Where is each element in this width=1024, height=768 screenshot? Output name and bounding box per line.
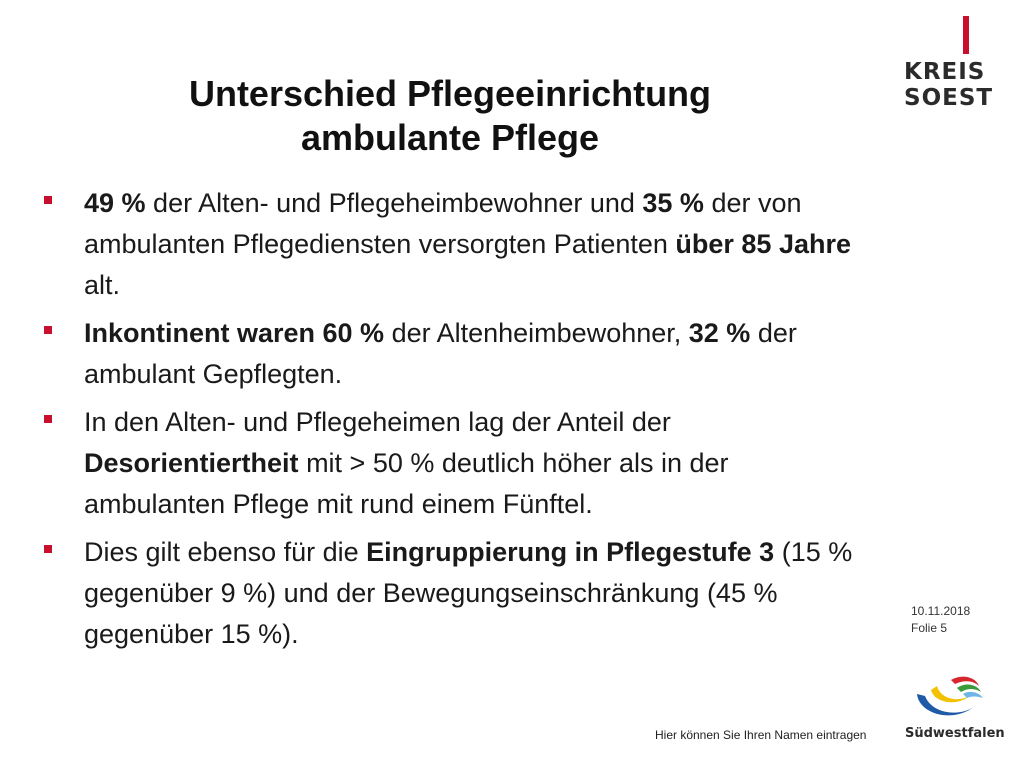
swoosh-green xyxy=(957,685,981,692)
bullet-square-icon xyxy=(44,326,52,334)
slide-number: Folie 5 xyxy=(911,621,948,635)
bullet-text: (15 % gegenüber 9 %) und der Bewegungseinschränkung (45 % gegenüber 15 %). xyxy=(84,537,853,649)
bullet-text: In den Alten- und Pflegeheimen lag der Anteil der xyxy=(84,407,671,437)
bullet-text-bold: Desorientiertheit xyxy=(84,448,299,478)
bullet-text-bold: Eingruppierung in Pflegestufe 3 xyxy=(366,537,775,567)
bullet-text: mit > 50 % deutlich höher als in der ambulanten Pflege mit rund einem Fünftel. xyxy=(84,448,729,519)
slide-title-line-1: Unterschied Pflegeeinrichtung xyxy=(188,73,712,114)
bullet-text-bold: Inkontinent waren 60 % xyxy=(84,318,385,348)
kreis-logo-red-bar xyxy=(963,16,969,54)
bullet-item xyxy=(44,183,874,306)
bullet-item xyxy=(44,313,874,395)
bullet-text-bold: 49 % xyxy=(84,188,146,218)
suedwestfalen-logo xyxy=(905,672,1005,752)
swoosh-lightblue xyxy=(963,692,983,698)
bullet-square-icon xyxy=(44,545,52,553)
bullet-text: alt. xyxy=(84,270,121,300)
suedwestfalen-logo-word: Südwestfalen xyxy=(905,726,1005,741)
bullet-square-icon xyxy=(44,196,52,204)
bullet-text-bold: 32 % xyxy=(688,318,751,348)
slide-date: 10.11.2018 xyxy=(911,604,971,618)
bullet-list xyxy=(44,183,874,662)
kreis-logo-word-kreis: KREIS xyxy=(904,59,986,85)
kreis-soest-logo xyxy=(904,16,994,116)
bullet-text: der Altenheimbewohner, xyxy=(384,318,689,348)
suedwestfalen-swoosh-icon xyxy=(913,672,987,724)
bullet-text: der von ambulanten Pflegediensten versorgten Patienten xyxy=(84,188,802,259)
bullet-item xyxy=(44,402,874,525)
footer-name-placeholder: Hier können Sie Ihren Namen eintragen xyxy=(655,728,867,742)
slide-title xyxy=(100,72,800,160)
slide-title-line-2: ambulante Pflege xyxy=(300,117,600,158)
swoosh-red xyxy=(951,677,979,686)
bullet-text: der ambulant Gepflegten. xyxy=(84,318,797,389)
bullet-text-bold: über 85 Jahre xyxy=(675,229,851,259)
bullet-text: Dies gilt ebenso für die xyxy=(84,537,367,567)
bullet-square-icon xyxy=(44,415,52,423)
bullet-text: der Alten- und Pflegeheimbewohner und xyxy=(145,188,643,218)
bullet-item xyxy=(44,532,874,655)
kreis-logo-word-soest: SOEST xyxy=(904,85,994,111)
bullet-text-bold: 35 % xyxy=(642,188,704,218)
